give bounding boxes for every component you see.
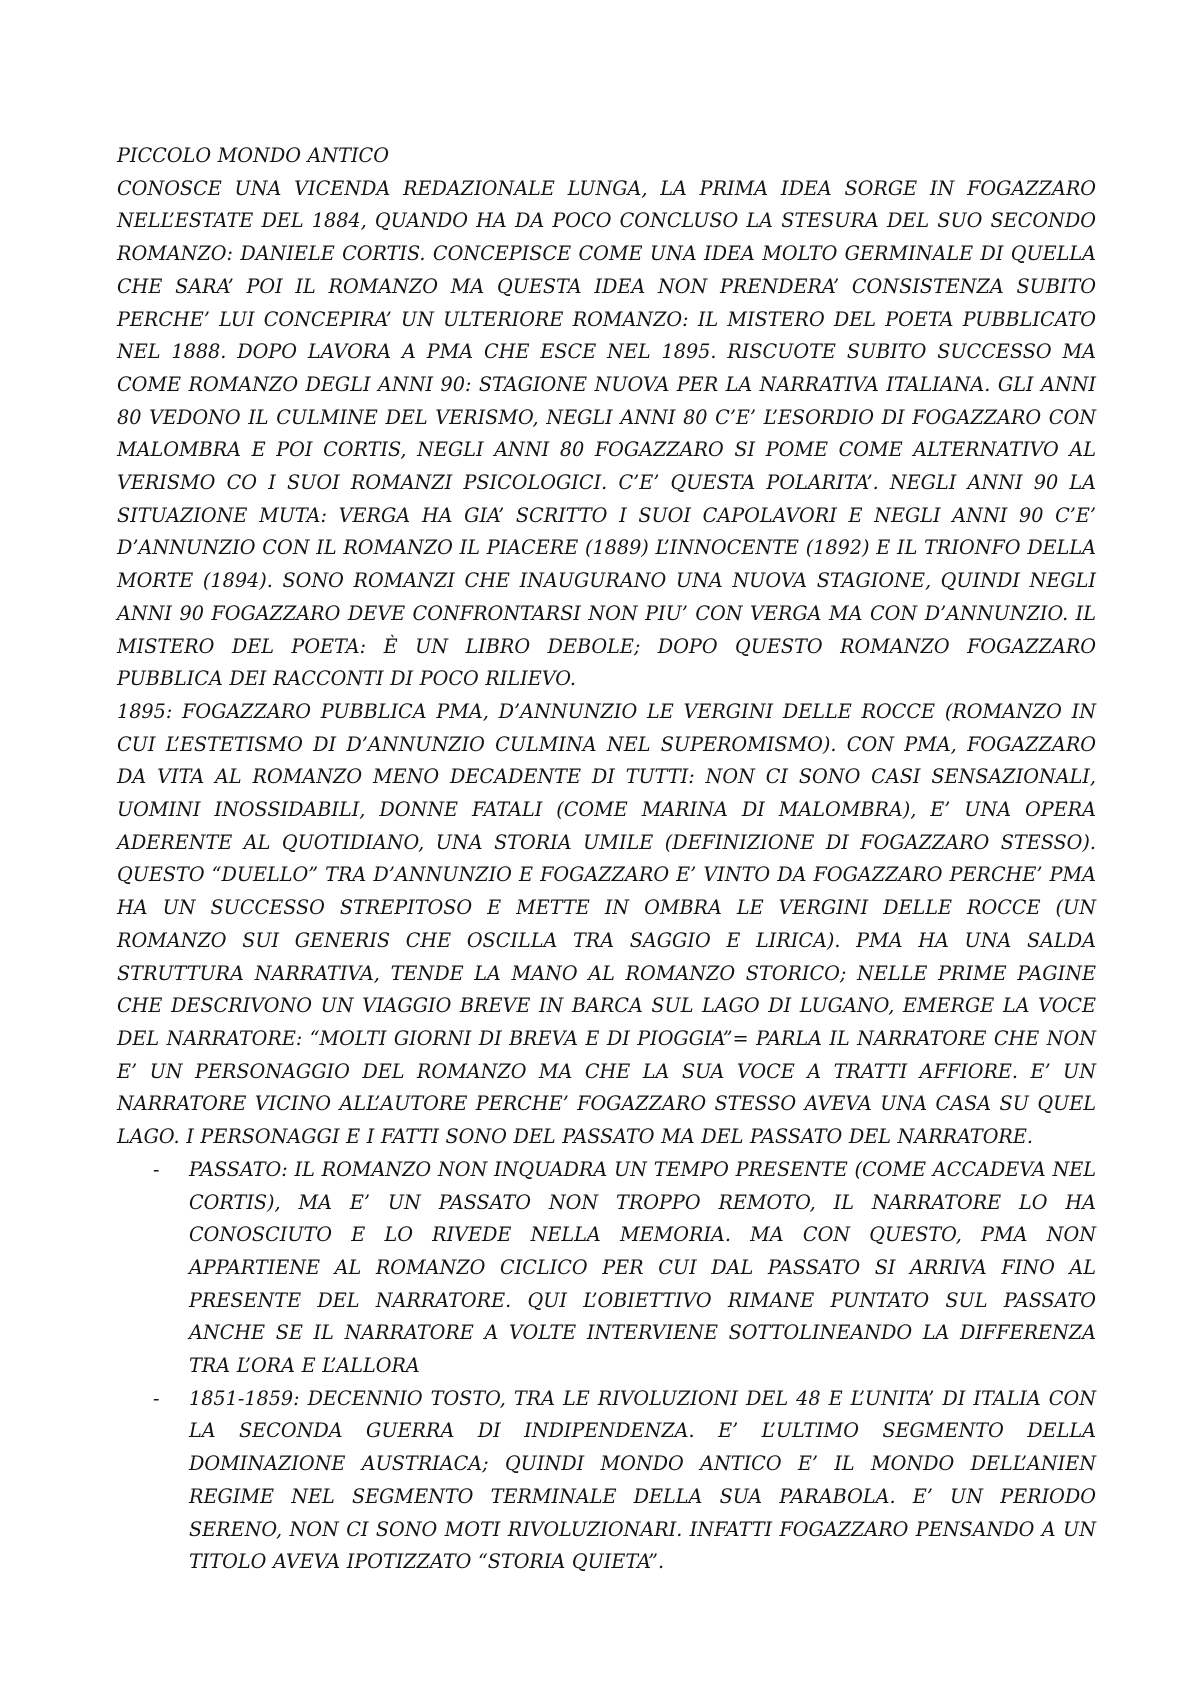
- list-item: [117, 1154, 1096, 1383]
- document-page: [117, 140, 1096, 1579]
- paragraph-1895: 1895: FOGAZZARO PUBBLICA PMA, D’ANNUNZIO LE VERGINI DELLE ROCCE (ROMANZO IN CUI L’ESTETISMO DI D’ANNUNZIO CULMINA NEL SUPEROMISMO). CON PMA, FOGAZZARO DA VITA AL ROMANZO MENO DECADENTE DI TUTTI: NON CI SONO CASI SENSAZIONALI, UOMINI INOSSIDABILI, DONNE FATALI (COME MARINA DI MALOMBRA), E’ UNA OPERA ADERENTE AL QUOTIDIANO, UNA STORIA UMILE (DEFINIZIONE DI FOGAZZARO STESSO). QUESTO “DUELLO” TRA D’ANNUNZIO E FOGAZZARO E’ VINTO DA FOGAZZARO PERCHE’ PMA HA UN SUCCESSO STREPITOSO E METTE IN OMBRA LE VERGINI DELLE ROCCE (UN ROMANZO SUI GENERIS CHE OSCILLA TRA SAGGIO E LIRICA). PMA HA UNA SALDA STRUTTURA NARRATIVA, TENDE LA MANO AL ROMANZO STORICO; NELLE PRIME PAGINE CHE DESCRIVONO UN VIAGGIO BREVE IN BARCA SUL LAGO DI LUGANO, EMERGE LA VOCE DEL NARRATORE: “MOLTI GIORNI DI BREVA E DI PIOGGIA”= PARLA IL NARRATORE CHE NON E’ UN PERSONAGGIO DEL ROMANZO MA CHE LA SUA VOCE A TRATTI AFFIORE. E’ UN NARRATORE VICINO ALL’AUTORE PERCHE’ FOGAZZARO STESSO AVEVA UNA CASA SU QUEL LAGO. I PERSONAGGI E I FATTI SONO DEL PASSATO MA DEL PASSATO DEL NARRATORE.: [117, 699, 1096, 1149]
- list-item-text-passato: PASSATO: IL ROMANZO NON INQUADRA UN TEMPO PRESENTE (COME ACCADEVA NEL CORTIS), MA E’ UN PASSATO NON TROPPO REMOTO, IL NARRATORE LO HA CONOSCIUTO E LO RIVEDE NELLA MEMORIA. MA CON QUESTO, PMA NON APPARTIENE AL ROMANZO CICLICO PER CUI DAL PASSATO SI ARRIVA FINO AL PRESENTE DEL NARRATORE. QUI L’OBIETTIVO RIMANE PUNTATO SUL PASSATO ANCHE SE IL NARRATORE A VOLTE INTERVIENE SOTTOLINEANDO LA DIFFERENZA TRA L’ORA E L’ALLORA: [189, 1157, 1096, 1378]
- document-title: PICCOLO MONDO ANTICO: [117, 144, 389, 167]
- paragraph-redazione: CONOSCE UNA VICENDA REDAZIONALE LUNGA, LA PRIMA IDEA SORGE IN FOGAZZARO NELL’ESTATE DEL 1884, QUANDO HA DA POCO CONCLUSO LA STESURA DEL SUO SECONDO ROMANZO: DANIELE CORTIS. CONCEPISCE COME UNA IDEA MOLTO GERMINALE DI QUELLA CHE SARA’ POI IL ROMANZO MA QUESTA IDEA NON PRENDERA’ CONSISTENZA SUBITO PERCHE’ LUI CONCEPIRA’ UN ULTERIORE ROMANZO: IL MISTERO DEL POETA PUBBLICATO NEL 1888. DOPO LAVORA A PMA CHE ESCE NEL 1895. RISCUOTE SUBITO SUCCESSO MA COME ROMANZO DEGLI ANNI 90: STAGIONE NUOVA PER LA NARRATIVA ITALIANA. GLI ANNI 80 VEDONO IL CULMINE DEL VERISMO, NEGLI ANNI 80 C’E’ L’ESORDIO DI FOGAZZARO CON MALOMBRA E POI CORTIS, NEGLI ANNI 80 FOGAZZARO SI POME COME ALTERNATIVO AL VERISMO CO I SUOI ROMANZI PSICOLOGICI. C’E’ QUESTA POLARITA’. NEGLI ANNI 90 LA SITUAZIONE MUTA: VERGA HA GIA’ SCRITTO I SUOI CAPOLAVORI E NEGLI ANNI 90 C’E’ D’ANNUNZIO CON IL ROMANZO IL PIACERE (1889) L’INNOCENTE (1892) E IL TRIONFO DELLA MORTE (1894). SONO ROMANZI CHE INAUGURANO UNA NUOVA STAGIONE, QUINDI NEGLI ANNI 90 FOGAZZARO DEVE CONFRONTARSI NON PIU’ CON VERGA MA CON D’ANNUNZIO. IL MISTERO DEL POETA: È UN LIBRO DEBOLE; DOPO QUESTO ROMANZO FOGAZZARO PUBBLICA DEI RACCONTI DI POCO RILIEVO.: [117, 176, 1096, 691]
- list-item: [117, 1383, 1096, 1579]
- bullet-dash: -: [153, 1157, 160, 1181]
- list-item-text-decennio: 1851-1859: DECENNIO TOSTO, TRA LE RIVOLUZIONI DEL 48 E L’UNITA’ DI ITALIA CON LA SECONDA GUERRA DI INDIPENDENZA. E’ L’ULTIMO SEGMENTO DELLA DOMINAZIONE AUSTRIACA; QUINDI MONDO ANTICO E’ IL MONDO DELL’ANIEN REGIME NEL SEGMENTO TERMINALE DELLA SUA PARABOLA. E’ UN PERIODO SERENO, NON CI SONO MOTI RIVOLUZIONARI. INFATTI FOGAZZARO PENSANDO A UN TITOLO AVEVA IPOTIZZATO “STORIA QUIETA”.: [189, 1386, 1096, 1574]
- bullet-dash: -: [153, 1386, 160, 1410]
- bullet-list: [117, 1154, 1096, 1579]
